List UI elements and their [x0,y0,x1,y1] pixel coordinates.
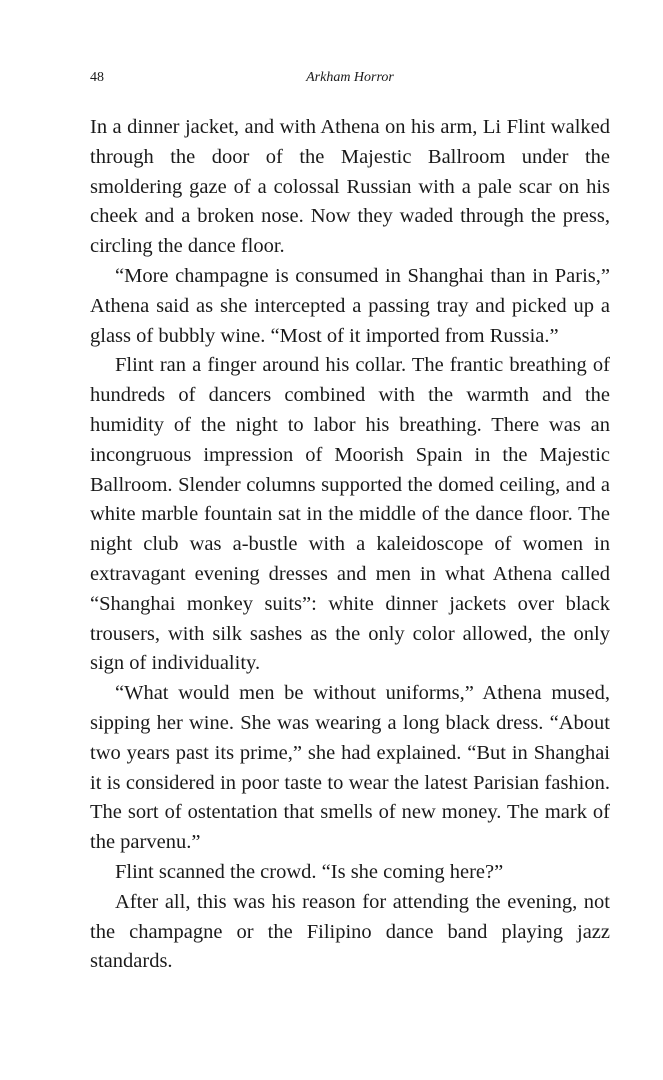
page-number: 48 [90,70,104,85]
paragraph: In a dinner jacket, and with Athena on his arm, Li Flint walked through the door of the Majestic Ballroom under the smoldering gaze of a colossal Russian with a pale scar on his cheek and a broken nose. Now they waded through the press, circling the dance floor. [90,116,610,258]
paragraph: “What would men be without uniforms,” Athena mused, sipping her wine. She was wearing a long black dress. “About two years past its prime,” she had explained. “But in Shanghai it is considered in poor taste to wear the latest Parisian fashion. The sort of ostentation that smells of new money. The mark of the parvenu.” [90,682,610,854]
paragraph: Flint ran a finger around his collar. The frantic breathing of hundreds of dancers combined with the warmth and the humidity of the night to labor his breathing. There was an incongruous impression of Moorish Spain in the Majestic Ballroom. Slender columns supported the domed ceiling, and a white marble fountain sat in the middle of the dance floor. The night club was a-bustle with a kaleidoscope of women in extravagant evening dresses and men in what Athena called “Shanghai monkey suits”: white dinner jackets over black trousers, with silk sashes as the only color allowed, the only sign of individuality. [90,354,610,675]
body-text [90,113,610,977]
paragraph: “More champagne is consumed in Shanghai than in Paris,” Athena said as she intercepted a passing tray and picked up a glass of bubbly wine. “Most of it imported from Russia.” [90,264,610,347]
paragraph: After all, this was his reason for attending the evening, not the champagne or the Filipino dance band playing jazz standards. [90,890,610,973]
book-title: Arkham Horror [306,70,394,85]
running-head [90,70,610,90]
paragraph: Flint scanned the crowd. “Is she coming here?” [115,860,504,883]
